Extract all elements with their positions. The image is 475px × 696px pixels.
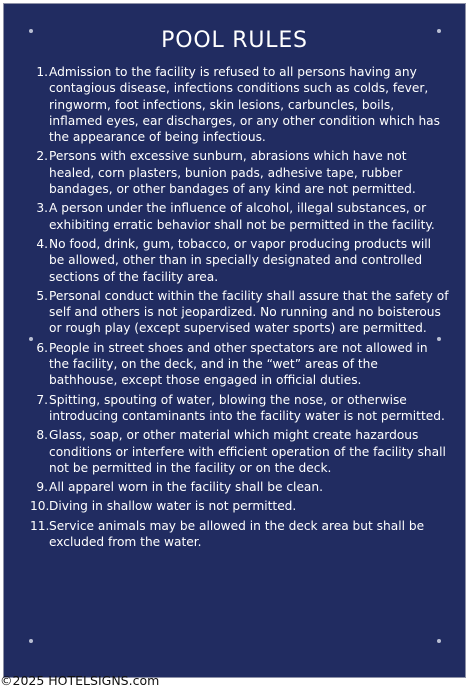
rule-text: Service animals may be allowed in the deck area but shall be excluded from the water. — [49, 518, 425, 550]
rule-number: 1. — [36, 65, 48, 79]
rules-list — [30, 64, 449, 553]
copyright-notice: ©2025 HOTELSIGNS.com — [0, 673, 160, 688]
rule-item — [30, 479, 449, 495]
rule-number: 3. — [36, 201, 48, 216]
pool-rules-sign — [3, 3, 466, 678]
sign-title: POOL RULES — [161, 28, 308, 53]
rule-item — [30, 340, 449, 389]
rule-number: 11. — [30, 518, 50, 533]
rule-item — [30, 236, 449, 285]
screw-bottom-left-icon — [29, 639, 33, 643]
rule-number: 6. — [36, 340, 48, 355]
rule-number: 8. — [36, 428, 48, 443]
rule-text: A person under the influence of alcohol, illegal substances, or exhibiting erratic behavior shall not be permitted in the facility. — [49, 201, 435, 232]
rule-text: Persons with excessive sunburn, abrasions which have not healed, corn plasters, bunion pads, adhesive tape, rubber bandages, or other bandages of any kind are not permitted. — [49, 149, 416, 197]
rule-text: Admission to the facility is refused to all persons having any contagious disease, infections conditions such as colds, fever, ringworm, foot infections, skin lesions, carbuncles, boils, inflamed eyes, ear discharges, or any other condition which has the appearance of being infectious. — [49, 65, 440, 145]
rule-item — [30, 200, 449, 233]
rule-text: All apparel worn in the facility shall be clean. — [49, 480, 324, 495]
rule-item — [30, 427, 449, 476]
rule-number: 5. — [36, 288, 48, 303]
rule-number: 2. — [36, 149, 48, 164]
rule-number: 4. — [36, 236, 48, 251]
rule-text: Spitting, spouting of water, blowing the nose, or otherwise introducing contaminants into the facility water is not permitted. — [49, 392, 445, 423]
rule-text: People in street shoes and other spectators are not allowed in the facility, on the deck, and in the “wet” areas of the bathhouse, except those engaged in official duties. — [49, 340, 428, 388]
rule-item — [30, 148, 449, 197]
rule-text: Diving in shallow water is not permitted. — [49, 499, 297, 514]
rule-text: Personal conduct within the facility shall assure that the safety of self and others is not jeopardized. No running and no boisterous or rough play (except supervised water sports) are permitted. — [49, 288, 449, 336]
screw-bottom-right-icon — [437, 639, 441, 643]
rule-item — [30, 64, 449, 145]
rule-text: Glass, soap, or other material which might create hazardous conditions or interfere with efficient operation of the facility shall not be permitted in the facility or on the deck. — [49, 428, 446, 475]
rule-item — [30, 288, 449, 337]
rule-item — [30, 498, 449, 514]
rule-item — [30, 392, 449, 425]
rule-number: 7. — [36, 392, 48, 407]
rule-number: 10. — [30, 499, 50, 514]
rule-item — [30, 518, 449, 551]
rule-number: 9. — [36, 480, 48, 495]
rule-text: No food, drink, gum, tobacco, or vapor producing products will be allowed, other than in specially designated and controlled sections of the facility area. — [49, 236, 432, 284]
